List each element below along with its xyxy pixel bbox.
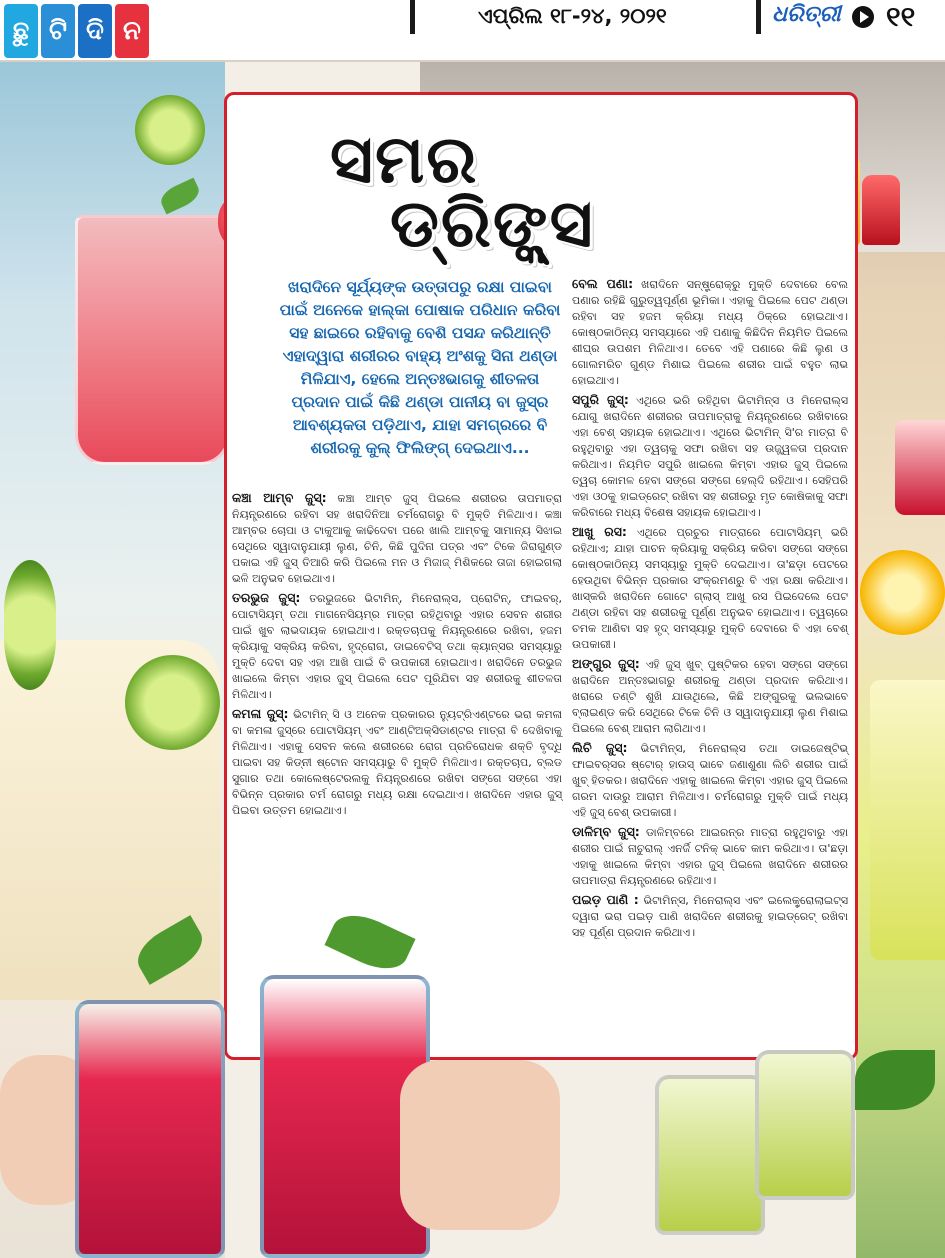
lime-slice-image (135, 95, 205, 165)
header-divider (756, 0, 761, 34)
hand-image (400, 1060, 560, 1230)
article-column-left (232, 490, 562, 822)
pink-drink-glass-image (75, 215, 230, 465)
article-intro: ଖରାଦିନେ ସୂର୍ଯ୍ୟଙ୍କ ଉତ୍ତାପରୁ ରକ୍ଷା ପାଇବା ପାଇଁ ଅନେକେ ହାଲ୍କା ପୋଷାକ ପରିଧାନ କରିବା ସହ ଛାଇରେ ରହିବାକୁ ବେଶି ପସନ୍ଦ କରିଥାନ୍ତି ଏହାଦ୍ୱାରା ଶରୀରର ବାହ୍ୟ ଅଂଶକୁ ସିନା ଥଣ୍ଡା ମିଳିଯାଏ, ହେଲେ ଅନ୍ତଃଭାଗକୁ ଶୀତଳତା ପ୍ରଦାନ ପାଇଁ କିଛି ଥଣ୍ଡା ପାନୀୟ ବା ଜୁସ୍‌ର ଆବଶ୍ୟକତା ପଡ଼ିଥାଏ, ଯାହା ସମଗ୍ରରେ ବି ଶରୀରକୁ କୁଲ୍ ଫିଲିଙ୍ଗ୍ ଦେଇଥାଏ... (279, 278, 561, 457)
title-line: ଡ୍ରିଙ୍କ୍ସ (390, 185, 595, 262)
newspaper-logo: ଧରିତ୍ରୀ (772, 2, 841, 27)
play-icon (852, 6, 874, 28)
juice-heading: ତରଭୁଜ ଜୁସ୍: (232, 590, 301, 605)
juice-paragraph (572, 656, 848, 737)
brand-letter: ଟି (41, 4, 75, 58)
yellow-drink-image (870, 680, 945, 960)
issue-date: ଏପ୍ରିଲ ୧୮-୨୪, ୨୦୨୧ (478, 4, 667, 28)
juice-text: ଏଥିରେ ଭରି ରହିଥିବା ଭିଟାମିନ୍ସ ଓ ମିନେରାଲ୍ସ ଯୋଗୁ ଖରାଦିନେ ଶରୀରର ତାପମାତ୍ରାକୁ ନିୟନ୍ତ୍ରଣରେ ରଖିବାରେ ଏହା ବେଶ୍ ସହାୟକ ହୋଇଥାଏ। ଏଥିରେ ଭିଟାମିନ୍ ସି'ର ମାତ୍ରା ବି ରହୁଥିବାରୁ ଏହା ତ୍ୱଚାକୁ ସଫା ରଖିବା ସହ ଉଜ୍ଜ୍ୱଳତା ପ୍ରଦାନ କରିଥାଏ। ନିୟମିତ ସପୁରି ଖାଇଲେ କିମ୍ବା ଏହାର ଜୁସ୍ ପିଇଲେ ତ୍ୱଚା କୋମଳ ହେବା ସଙ୍ଗେ ସଙ୍ଗେ ହେଲ୍‌ଦି ରହିଥାଏ। ସେହିପରି ଏହା ଓଠକୁ ହାଇଡ୍ରେଟ୍ ରଖିବା ସହ ଶରୀରରୁ ମୃତ କୋଷିକାକୁ ସଫା କରିବାରେ ମଧ୍ୟ ବିଶେଷ ସହାୟକ ହୋଇଥାଏ। (572, 394, 848, 519)
juice-text: କଞ୍ଚା ଆମ୍ବ ଜୁସ୍ ପିଇଲେ ଶରୀରର ତାପମାତ୍ରା ନିୟନ୍ତ୍ରଣରେ ରହିବା ସହ ଖରାଦିନିଆ ଚର୍ମରୋଗରୁ ବି ମୁକ୍ତି ମିଳିଥାଏ। କଞ୍ଚା ଆମ୍ବର ଚୋପା ଓ ଟାକୁଆକୁ କାଢିଦେବା ପରେ ଖାଲି ଆମ୍ବକୁ ସାମାନ୍ୟ ସିଝାଇ ସେଥିରେ ସ୍ୱାଦାନୁଯାୟୀ ଲୁଣ, ଚିନି, କିଛି ପୁଦିନା ପତ୍ର ଏବଂ ଟିକେ ଜିରାଗୁଣ୍ଡ ପକାଇ ଏହି ଜୁସ୍ ତିଆରି କରି ପିଇଲେ ମନ ଓ ମିଜାଜ୍ ମିଶିକରେ ତାଜା ହୋଇଗଲା ଭଳି ଅନୁଭବ ହୋଇଥାଏ। (232, 492, 563, 585)
page-number: ୧୧ (886, 0, 916, 33)
juice-heading: ଅଙ୍ଗୁର ଜୁସ୍: (572, 656, 640, 671)
juice-heading: କମଳା ଜୁସ୍: (232, 706, 289, 721)
page-header (0, 0, 945, 62)
juice-text: ଏଥିରେ ପ୍ରଚୁର ମାତ୍ରାରେ ପୋଟାସିୟମ୍ ଭରି ରହିଥାଏ; ଯାହା ପାଚନ କ୍ରିୟାକୁ ସକ୍ରିୟ କରିବା ସଙ୍ଗେ ସଙ୍ଗେ କୋଷ୍ଠକାଠିନ୍ୟ ସମସ୍ୟାରୁ ମୁକ୍ତି ଦେଇଥାଏ। ତା'ଛଡ଼ା ପେଟରେ ହେଉଥିବା ବିଭିନ୍ନ ପ୍ରକାର ସଂକ୍ରମଣରୁ ବି ଏହା ରକ୍ଷା କରିଥାଏ। ଖାସ୍‌କରି ଖରାଦିନେ ଗୋଟେ ଗ୍ଲାସ୍ ଆଖୁ ରସ ପିଇଦେଲେ ପେଟ ଥଣ୍ଡା ରହିବା ସହ ଶରୀରକୁ ପୂର୍ଣ୍ଣ ଅନୁଭବ ହୋଇଥାଏ। ତ୍ୱଚାରେ ଚମକ ଆଣିବା ସହ ହୃଦ୍ ସମସ୍ୟାରୁ ମୁକ୍ତି ଦେବାରେ ବି ଏହା ବେଶ୍ ଉପକାରୀ। (572, 526, 848, 651)
juice-heading: ଡାଳିମ୍ବ ଜୁସ୍: (572, 824, 640, 839)
juice-heading: ଆଖୁ ରସ: (572, 524, 627, 539)
lime-slice-image (4, 560, 56, 690)
juice-paragraph (572, 392, 848, 521)
juice-heading: ସପୁରି ଜୁସ୍: (572, 392, 629, 407)
cocktail-glass (862, 175, 900, 245)
juice-text: ଡାଳିମ୍ବରେ ଆଇରନ୍‌ର ମାତ୍ରା ରହୁଥିବାରୁ ଏହା ଶରୀର ପାଇଁ ନାଚୁରାଲ୍ ଏନର୍ଜି ଟନିକ୍ ଭାବେ କାମ କରିଥାଏ। ତା'ଛଡ଼ା ଏହାକୁ ଖାଇଲେ କିମ୍ବା ଏହାର ଜୁସ୍ ପିଇଲେ ଖରାଦିନେ ଶରୀରର ତାପମାତ୍ରା ନିୟନ୍ତ୍ରଣରେ ରହିଥାଏ। (572, 826, 849, 887)
juice-heading: ଲିଚି ଜୁସ୍: (572, 740, 628, 755)
title-line: ସମର (330, 121, 479, 198)
juice-paragraph (572, 524, 848, 653)
red-drink-jar-image (75, 1000, 225, 1258)
juice-paragraph (232, 706, 562, 819)
brand-letter: ଦି (78, 4, 112, 58)
juice-paragraph (572, 892, 848, 941)
brand-letter: ଛୁ (4, 4, 38, 58)
juice-text: ଭିଟାମିନ୍ସ, ମିନେରାଲ୍ସ ତଥା ଡାଇଜେଷ୍ଟିଭ୍ ଫାଇବର୍‌ସର ଷ୍ଟୋର୍ ହାଉସ୍ ଭାବେ ଜଣାଶୁଣା ଲିଚି ଶରୀର ପାଇଁ ଖୁବ୍ ହିତକର। ଖରାଦିନେ ଏହାକୁ ଖାଇଲେ କିମ୍ବା ଏହାର ଜୁସ୍ ପିଇଲେ ଗରମ ଦାଉରୁ ଆରାମ ମିଳିଥାଏ। ଚର୍ମରୋଗରୁ ମୁକ୍ତି ପାଇଁ ମଧ୍ୟ ଏହି ଜୁସ୍ ବେଶ୍ ଉପକାରୀ। (572, 742, 848, 819)
juice-text: ତରଭୁଜରେ ଭିଟାମିନ୍, ମିନେରାଲ୍ସ, ପ୍ରୋଟିନ୍, ଫାଇବର୍, ପୋଟାସିୟମ୍ ତଥା ମାଗନେସିୟମ୍‌ର ମାତ୍ରା ରହିଥିବାରୁ ଏହାର ସେବନ ଶରୀର ପାଇଁ ଖୁବ ଲାଭଦାୟକ ହୋଇଥାଏ। ରକ୍ତଚାପକୁ ନିୟନ୍ତ୍ରଣରେ ରଖିବା, ହଜମ କ୍ରିୟାକୁ ସକ୍ରିୟ କରିବା, ହୃଦ୍‌ରୋଗ, ଡାଇବେଟିସ୍ ତଥା କ୍ୟାନ୍ସର ସମସ୍ୟାରୁ ମୁକ୍ତି ଦେବା ସହ ଏହା ଆଖି ପାଇଁ ବି ଉପକାରୀ ହୋଇଥାଏ। ଖରାଦିନେ ତରଭୁଜ ଖାଇଲେ କିମ୍ବା ଏହାର ଜୁସ୍ ପିଇଲେ ପେଟ ପୂରିଯିବା ସହ ଶରୀରକୁ ଶୀତଳତା ମିଳିଥାଏ। (232, 592, 562, 701)
section-brand (4, 4, 149, 58)
juice-heading: କଞ୍ଚା ଆମ୍ବ ଜୁସ୍: (232, 490, 327, 505)
juice-text: ଖରାଦିନେ ସନ୍‌ଷ୍ଟ୍ରୋକ୍‌ରୁ ମୁକ୍ତି ଦେବାରେ ବେଲ ପଣାର ରହିଛି ଗୁରୁତ୍ୱପୂର୍ଣ୍ଣ ଭୂମିକା। ଏହାକୁ ପିଇଲେ ପେଟ ଥଣ୍ଡା ରହିବା ସହ ହଜମ କ୍ରିୟା ମଧ୍ୟ ଠିକ୍‌ରେ ହୋଇଥାଏ। କୋଷ୍ଠକାଠିନ୍ୟ ସମସ୍ୟାରେ ଏହି ପଣାକୁ କିଛିଦିନ ନିୟମିତ ପିଇଲେ ଶୀଘ୍ର ଉପଶମ ମିଳିଥାଏ। ତେବେ ଏହି ପଣାରେ କିଛି ଲୁଣ ଓ ଗୋଲମରିଚ ଗୁଣ୍ଡ ମିଶାଇ ପିଇଲେ ଶରୀର ପାଇଁ ବହୁତ ଲାଭ ହୋଇଥାଏ। (572, 278, 848, 387)
green-drink-jar-image (755, 1050, 855, 1200)
juice-text: ଭିଟାମିନ୍ ସି ଓ ଅନେକ ପ୍ରକାରର ନ୍ୟୁଟ୍ରିଏଣ୍ଟରେ ଭରା କମଳା ବା କମଳା ଜୁସ୍‌ରେ ପୋଟାସିୟମ୍ ଏବଂ ଆଣ୍ଟିଅକ୍ସିଡାଣ୍ଟର ମାତ୍ରା ବି ଦେଖିବାକୁ ମିଳିଥାଏ। ଏହାକୁ ସେବନ କଲେ ଶରୀରରେ ରୋଗ ପ୍ରତିରୋଧକ ଶକ୍ତି ବୃଦ୍ଧି ପାଇବା ସହ କିଡ୍‌ନୀ ଷ୍ଟୋନ ସମସ୍ୟାରୁ ବି ମୁକ୍ତି ମିଳିଥାଏ। ରକ୍ତଚାପ, ବ୍ଲଡ ସୁଗାର ତଥା କୋଲେଷ୍ଟେରଲକୁ ନିୟନ୍ତ୍ରଣରେ ରଖିବା ସଙ୍ଗେ ସଙ୍ଗେ ଏହା ବିଭିନ୍ନ ପ୍ରକାର ଚର୍ମ ରୋଗରୁ ମଧ୍ୟ ରକ୍ଷା ଦେଇଥାଏ। ଖରାଦିନେ ଏହାର ଜୁସ୍ ପିଇବା ଉତ୍ତମ ହୋଇଥାଏ। (232, 708, 562, 817)
juice-paragraph (232, 590, 562, 703)
juice-heading: ପଇଡ଼ ପାଣି : (572, 892, 639, 907)
orange-slice-image (860, 550, 945, 635)
mint-leaf-image (855, 1050, 935, 1110)
juice-paragraph (572, 740, 848, 821)
article-column-right (572, 276, 848, 944)
red-juice-jar-image (895, 420, 945, 515)
juice-paragraph (572, 824, 848, 889)
juice-paragraph (232, 490, 562, 587)
brand-letter: ନ (115, 4, 149, 58)
juice-text: ଭିଟାମିନ୍ସ, ମିନେରାଲ୍ସ ଏବଂ ଇଲେକ୍ଟ୍ରୋଲାଇଟ୍ସ ଦ୍ୱାରା ଭରା ପଇଡ଼ ପାଣି ଖରାଦିନେ ଶରୀରକୁ ହାଇଡ୍ରେଟ୍ ରଖିବା ସହ ପୂର୍ଣ୍ଣ ପ୍ରଦାନ କରିଥାଏ। (572, 894, 849, 939)
article-title (330, 121, 595, 262)
lime-slice-image (125, 655, 220, 750)
juice-paragraph (572, 276, 848, 389)
green-drink-jar-image (655, 1075, 765, 1235)
header-divider (410, 0, 415, 34)
juice-heading: ବେଲ ପଣା: (572, 276, 634, 291)
juice-text: ଏହି ଜୁସ୍ ଖୁବ୍ ପୁଷ୍ଟିକର ହେବା ସଙ୍ଗେ ସଙ୍ଗେ ଖରାଦିନେ ଅନ୍ତଃଭାଗରୁ ଶରୀରକୁ ଥଣ୍ଡା ପ୍ରଦାନ କରିଥାଏ। ଖରାରେ ତଣ୍ଟି ଶୁଖି ଯାଉଥିଲେ, କିଛି ଅଙ୍ଗୁରକୁ ଭଲଭାବେ ବ୍ଲାଇଣ୍ଡ କରି ସେଥିରେ ଟିକେ ଚିନି ଓ ସ୍ୱାଦାନୁଯାୟୀ ଲୁଣ ମିଶାଇ ପିଇଲେ ବେଶ୍ ଆରାମ ଲାଗିଥାଏ। (572, 658, 848, 735)
